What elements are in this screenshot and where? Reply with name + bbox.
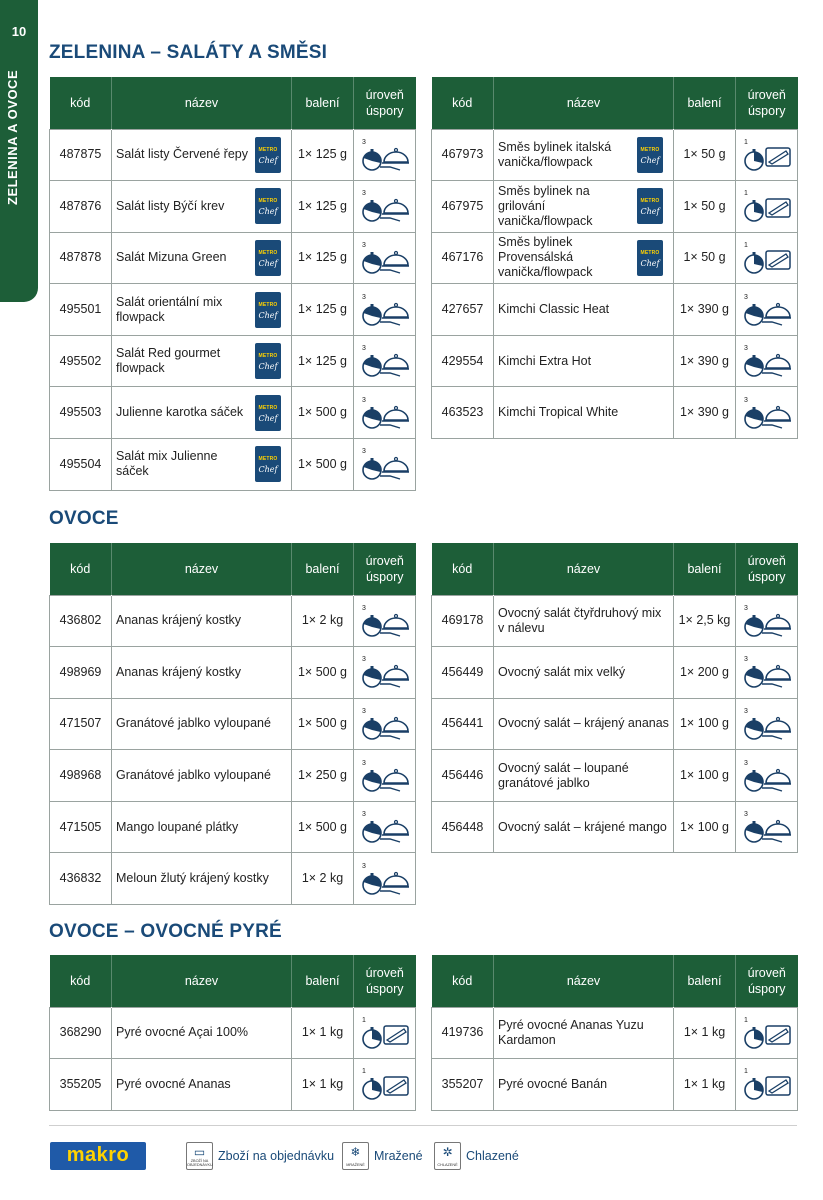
side-tab [0,0,38,302]
saving-level-3-icon [742,808,792,846]
saving-level-3-icon [360,757,410,795]
header-code: kód [50,543,112,595]
product-code: 498969 [50,647,112,699]
saving-level-cell [354,1007,416,1059]
table-row [50,129,416,181]
product-name: Ovocný salát čtyřdruhový mix v nálevu [498,605,662,635]
saving-level-cell [736,284,798,336]
product-name-cell [112,439,292,491]
legend-chilled [434,1142,519,1170]
product-name: Julienne karotka sáček [116,405,244,420]
table-row [50,387,416,439]
footer-divider [49,1125,797,1126]
product-name-cell [112,698,292,750]
saving-level-cell [736,595,798,647]
product-name: Směs bylinek na grilování vanička/flowpack [498,183,593,228]
eco-level-digit: 3 [361,396,366,404]
product-name-cell [494,181,674,233]
saving-level-3-icon [360,653,410,691]
eco-level-digit: 3 [743,707,748,715]
product-name: Salát Mizuna Green [116,250,227,265]
saving-level-1-icon [742,187,792,225]
table-row [432,1059,798,1111]
product-name-cell [112,1007,292,1059]
product-pack: 1× 125 g [292,129,354,181]
eco-level-digit: 1 [743,190,748,198]
table-row [432,335,798,387]
saving-level-3-icon [360,342,410,380]
product-pack: 1× 250 g [292,750,354,802]
header-pack: balení [292,955,354,1007]
eco-level-digit: 1 [361,1016,366,1024]
saving-level-cell [354,698,416,750]
saving-level-1-icon [360,1014,410,1052]
eco-level-digit: 1 [361,1068,366,1076]
header-eco: úroveň úspory [736,955,798,1007]
saving-level-3-icon [360,136,410,174]
saving-level-1-icon [742,136,792,174]
legend-frozen-label: Mražené [374,1149,423,1163]
table-row [50,181,416,233]
product-pack: 1× 2 kg [292,853,354,905]
product-pack: 1× 50 g [674,129,736,181]
product-pack: 1× 100 g [674,801,736,853]
section-title-fruit: OVOCE [49,508,119,529]
header-pack: balení [292,543,354,595]
section-title-puree: OVOCE – OVOCNÉ PYRÉ [49,921,282,942]
eco-level-digit: 3 [743,656,748,664]
eco-level-digit: 3 [743,811,748,819]
product-name: Salát mix Julienne sáček [116,449,218,479]
product-name: Meloun žlutý krájený kostky [116,871,269,886]
eco-level-digit: 3 [743,604,748,612]
metro-chef-logo: METRO Chef [255,446,281,482]
header-name: název [112,955,292,1007]
product-name-cell [494,750,674,802]
product-name-cell [494,335,674,387]
product-code: 469178 [432,595,494,647]
product-code: 463523 [432,387,494,439]
product-name-cell [494,595,674,647]
product-name-cell [112,284,292,336]
makro-logo: makro [50,1142,146,1170]
saving-level-3-icon [360,705,410,743]
product-pack: 1× 500 g [292,698,354,750]
eco-level-digit: 3 [743,759,748,767]
table-row [432,698,798,750]
product-name-cell [494,129,674,181]
product-table [431,543,798,853]
table-row [50,750,416,802]
header-code: kód [50,77,112,129]
saving-level-cell [354,801,416,853]
table-row [50,853,416,905]
header-name: název [494,543,674,595]
product-code: 355207 [432,1059,494,1111]
product-name-cell [112,181,292,233]
legend-chilled-label: Chlazené [466,1149,519,1163]
product-pack: 1× 125 g [292,284,354,336]
product-name-cell [494,1059,674,1111]
legend-order-label: Zboží na objednávku [218,1149,335,1163]
header-pack: balení [674,77,736,129]
table-row [432,232,798,284]
product-pack: 1× 390 g [674,335,736,387]
product-pack: 1× 500 g [292,647,354,699]
table-row [432,284,798,336]
product-pack: 1× 125 g [292,181,354,233]
product-code: 498968 [50,750,112,802]
product-code: 495502 [50,335,112,387]
product-name-cell [494,387,674,439]
table-row [50,439,416,491]
saving-level-3-icon [360,445,410,483]
table-row [432,801,798,853]
product-name: Ovocný salát – krájený ananas [498,716,669,731]
saving-level-cell [736,647,798,699]
table-row [432,595,798,647]
product-name: Ovocný salát – loupané granátové jablko [498,760,629,790]
product-code: 456449 [432,647,494,699]
product-pack: 1× 100 g [674,698,736,750]
product-name-cell [112,129,292,181]
saving-level-cell [354,335,416,387]
product-name-cell [112,647,292,699]
product-pack: 1× 200 g [674,647,736,699]
product-name: Granátové jablko vyloupané [116,716,271,731]
metro-chef-logo: METRO Chef [255,292,281,328]
product-code: 487875 [50,129,112,181]
saving-level-cell [736,232,798,284]
product-pack: 1× 390 g [674,387,736,439]
saving-level-3-icon [742,394,792,432]
saving-level-3-icon [360,602,410,640]
saving-level-1-icon [742,1065,792,1103]
product-pack: 1× 500 g [292,387,354,439]
product-pack: 1× 2,5 kg [674,595,736,647]
metro-chef-logo: METRO Chef [255,240,281,276]
eco-level-digit: 3 [361,604,366,612]
product-table [431,955,798,1111]
product-code: 495501 [50,284,112,336]
product-name-cell [494,284,674,336]
product-code: 456441 [432,698,494,750]
product-code: 487878 [50,232,112,284]
saving-level-cell [354,284,416,336]
product-code: 368290 [50,1007,112,1059]
product-code: 429554 [432,335,494,387]
eco-level-digit: 1 [743,138,748,146]
product-name-cell [112,595,292,647]
eco-level-digit: 3 [361,759,366,767]
saving-level-3-icon [742,291,792,329]
header-code: kód [432,543,494,595]
product-code: 471505 [50,801,112,853]
eco-level-digit: 3 [361,862,366,870]
product-name-cell [112,335,292,387]
table-row [432,181,798,233]
table-row [432,647,798,699]
legend-frozen [342,1142,423,1170]
saving-level-3-icon [742,602,792,640]
product-name: Ovocný salát mix velký [498,664,626,679]
saving-level-cell [354,1059,416,1111]
header-code: kód [432,77,494,129]
saving-level-cell [736,387,798,439]
product-code: 436832 [50,853,112,905]
table-row [50,595,416,647]
eco-level-digit: 3 [361,345,366,353]
eco-level-digit: 3 [743,345,748,353]
product-pack: 1× 1 kg [674,1007,736,1059]
saving-level-cell [736,1059,798,1111]
order-icon: ▭ ZBOŽÍ NA OBJEDNÁVKU [186,1142,213,1170]
table-row [432,387,798,439]
header-eco: úroveň úspory [736,543,798,595]
product-name: Salát orientální mix flowpack [116,294,223,324]
eco-level-digit: 1 [743,241,748,249]
product-code: 487876 [50,181,112,233]
product-name-cell [494,801,674,853]
product-name: Salát listy Býčí krev [116,198,225,213]
eco-level-digit: 3 [361,241,366,249]
side-section-label: ZELENINA A OVOCE [5,69,20,205]
header-eco: úroveň úspory [736,77,798,129]
product-name: Pyré ovocné Ananas [116,1076,231,1091]
header-pack: balení [292,77,354,129]
product-name-cell [112,387,292,439]
saving-level-1-icon [742,1014,792,1052]
page-number: 10 [11,24,27,39]
product-code: 419736 [432,1007,494,1059]
saving-level-3-icon [742,342,792,380]
product-name-cell [112,853,292,905]
product-name: Ovocný salát – krájené mango [498,819,667,834]
saving-level-cell [736,750,798,802]
saving-level-3-icon [360,187,410,225]
saving-level-cell [736,801,798,853]
eco-level-digit: 1 [743,1068,748,1076]
product-table [431,77,798,439]
header-name: název [494,77,674,129]
product-name: Mango loupané plátky [116,819,239,834]
saving-level-cell [354,595,416,647]
saving-level-1-icon [742,239,792,277]
product-code: 495503 [50,387,112,439]
product-pack: 1× 50 g [674,181,736,233]
product-name: Kimchi Classic Heat [498,302,610,317]
eco-level-digit: 3 [361,656,366,664]
product-code: 471507 [50,698,112,750]
metro-chef-logo: METRO Chef [637,188,663,224]
product-name: Pyré ovocné Açai 100% [116,1025,249,1040]
eco-level-digit: 3 [361,448,366,456]
saving-level-cell [354,439,416,491]
header-code: kód [432,955,494,1007]
product-name-cell [112,232,292,284]
table-row [50,801,416,853]
product-pack: 1× 390 g [674,284,736,336]
table-row [50,284,416,336]
product-code: 467975 [432,181,494,233]
saving-level-cell [354,232,416,284]
product-name: Kimchi Tropical White [498,405,619,420]
product-code: 456448 [432,801,494,853]
header-eco: úroveň úspory [354,77,416,129]
product-code: 467973 [432,129,494,181]
snowflake-icon: ❄ MRAŽENÉ [342,1142,369,1170]
saving-level-cell [354,750,416,802]
product-name: Směs bylinek Provensálská vanička/flowpack [498,235,593,280]
eco-level-digit: 3 [361,293,366,301]
product-name-cell [112,750,292,802]
saving-level-3-icon [360,394,410,432]
saving-level-cell [354,853,416,905]
legend [0,1140,823,1180]
saving-level-3-icon [742,705,792,743]
product-pack: 1× 100 g [674,750,736,802]
eco-level-digit: 3 [743,396,748,404]
product-pack: 1× 125 g [292,232,354,284]
saving-level-cell [736,335,798,387]
saving-level-cell [736,698,798,750]
product-pack: 1× 1 kg [292,1007,354,1059]
table-row [50,335,416,387]
saving-level-3-icon [360,239,410,277]
product-table [49,543,416,905]
product-code: 456446 [432,750,494,802]
product-code: 467176 [432,232,494,284]
table-row [432,129,798,181]
product-pack: 1× 1 kg [674,1059,736,1111]
product-code: 436802 [50,595,112,647]
product-name: Salát listy Červené řepy [116,147,249,162]
saving-level-cell [736,181,798,233]
product-name-cell [494,647,674,699]
product-name: Ananas krájený kostky [116,613,242,628]
eco-level-digit: 3 [361,707,366,715]
header-pack: balení [674,543,736,595]
product-name-cell [494,1007,674,1059]
product-pack: 1× 500 g [292,801,354,853]
header-name: název [494,955,674,1007]
product-name-cell [112,801,292,853]
eco-level-digit: 3 [743,293,748,301]
product-name-cell [494,232,674,284]
metro-chef-logo: METRO Chef [637,137,663,173]
product-table [49,77,416,491]
header-code: kód [50,955,112,1007]
eco-level-digit: 1 [743,1016,748,1024]
table-row [50,1059,416,1111]
product-code: 427657 [432,284,494,336]
product-name: Ananas krájený kostky [116,664,242,679]
product-name: Salát Red gourmet flowpack [116,346,221,376]
saving-level-1-icon [360,1065,410,1103]
eco-level-digit: 3 [361,138,366,146]
saving-level-cell [736,1007,798,1059]
saving-level-cell [354,181,416,233]
product-name-cell [112,1059,292,1111]
saving-level-3-icon [360,860,410,898]
header-eco: úroveň úspory [354,543,416,595]
product-name: Směs bylinek italská vanička/flowpack [498,139,612,169]
header-name: název [112,543,292,595]
header-eco: úroveň úspory [354,955,416,1007]
eco-level-digit: 3 [361,190,366,198]
table-row [432,1007,798,1059]
section-title-salads: ZELENINA – SALÁTY A SMĚSI [49,42,328,63]
product-name: Kimchi Extra Hot [498,353,592,368]
product-code: 495504 [50,439,112,491]
table-row [50,647,416,699]
header-pack: balení [674,955,736,1007]
product-name: Granátové jablko vyloupané [116,768,271,783]
metro-chef-logo: METRO Chef [637,240,663,276]
product-code: 355205 [50,1059,112,1111]
saving-level-3-icon [360,291,410,329]
product-name: Pyré ovocné Ananas Yuzu Kardamon [498,1017,644,1047]
product-pack: 1× 500 g [292,439,354,491]
saving-level-3-icon [742,653,792,691]
table-row [432,750,798,802]
chilled-icon: ✲ CHLAZENÉ [434,1142,461,1170]
metro-chef-logo: METRO Chef [255,395,281,431]
product-pack: 1× 1 kg [292,1059,354,1111]
table-row [50,1007,416,1059]
metro-chef-logo: METRO Chef [255,343,281,379]
product-pack: 1× 50 g [674,232,736,284]
table-row [50,698,416,750]
saving-level-cell [354,129,416,181]
product-pack: 1× 125 g [292,335,354,387]
legend-order [186,1142,334,1170]
saving-level-cell [354,647,416,699]
saving-level-cell [736,129,798,181]
table-row [50,232,416,284]
product-name: Pyré ovocné Banán [498,1076,608,1091]
saving-level-3-icon [360,808,410,846]
product-table [49,955,416,1111]
saving-level-3-icon [742,757,792,795]
product-pack: 1× 2 kg [292,595,354,647]
product-name-cell [494,698,674,750]
saving-level-cell [354,387,416,439]
metro-chef-logo: METRO Chef [255,137,281,173]
eco-level-digit: 3 [361,811,366,819]
metro-chef-logo: METRO Chef [255,188,281,224]
header-name: název [112,77,292,129]
